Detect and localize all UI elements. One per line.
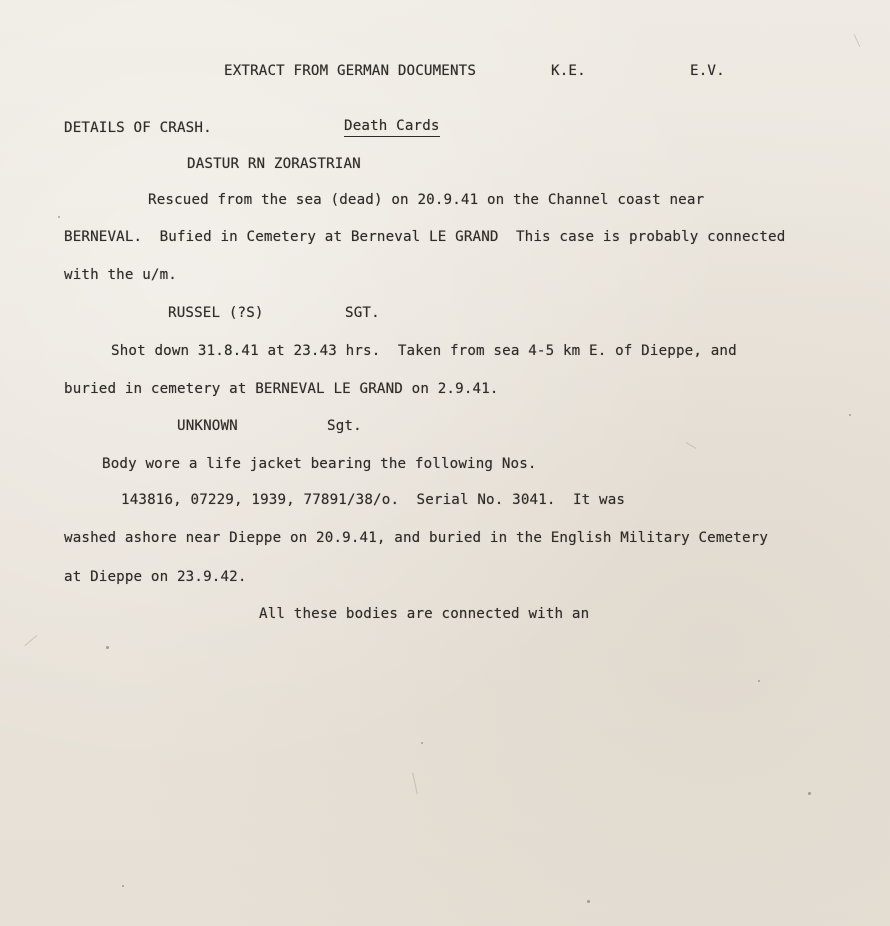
entry-3-line-1: Body wore a life jacket bearing the following Nos.	[102, 456, 537, 472]
entry-3-name: UNKNOWN	[177, 418, 238, 434]
paper-speck	[58, 216, 60, 218]
paper-speck	[758, 680, 760, 682]
entry-2-line-1: Shot down 31.8.41 at 23.43 hrs. Taken from sea 4-5 km E. of Dieppe, and	[111, 343, 737, 359]
entry-3-line-2: 143816, 07229, 1939, 77891/38/o. Serial No. 3041. It was	[121, 492, 626, 508]
entry-3-line-4: at Dieppe on 23.9.42.	[64, 569, 247, 585]
reference-ke: K.E.	[551, 63, 586, 79]
paper-fiber	[25, 635, 38, 646]
paper-speck	[587, 900, 590, 903]
reference-ev: E.V.	[690, 63, 725, 79]
entry-1-line-3: with the u/m.	[64, 267, 177, 283]
section-subheading: Death Cards	[344, 117, 440, 137]
paper-speck	[106, 646, 109, 649]
entry-1-line-2: BERNEVAL. Bufied in Cemetery at Berneval LE GRAND This case is probably connected	[64, 229, 786, 245]
paper-speck	[808, 792, 811, 795]
paper-fiber	[686, 442, 697, 449]
section-label: DETAILS OF CRASH.	[64, 120, 212, 136]
entry-2-rank: SGT.	[345, 305, 380, 321]
entry-2-name: RUSSEL (?S)	[168, 305, 264, 321]
paper-fiber	[412, 773, 418, 795]
paper-speck	[421, 742, 423, 744]
paper-speck	[849, 414, 851, 416]
closing-line: All these bodies are connected with an	[259, 606, 590, 622]
entry-3-rank: Sgt.	[327, 418, 362, 434]
entry-2-line-2: buried in cemetery at BERNEVAL LE GRAND on 2.9.41.	[64, 381, 499, 397]
document-title: EXTRACT FROM GERMAN DOCUMENTS	[224, 63, 477, 79]
entry-3-line-3: washed ashore near Dieppe on 20.9.41, and buried in the English Military Cemetery	[64, 530, 769, 546]
paper-fiber	[854, 34, 861, 47]
entry-1-line-1: Rescued from the sea (dead) on 20.9.41 on the Channel coast near	[148, 192, 705, 208]
paper-speck	[122, 885, 124, 887]
entry-1-name: DASTUR RN ZORASTRIAN	[187, 156, 361, 172]
